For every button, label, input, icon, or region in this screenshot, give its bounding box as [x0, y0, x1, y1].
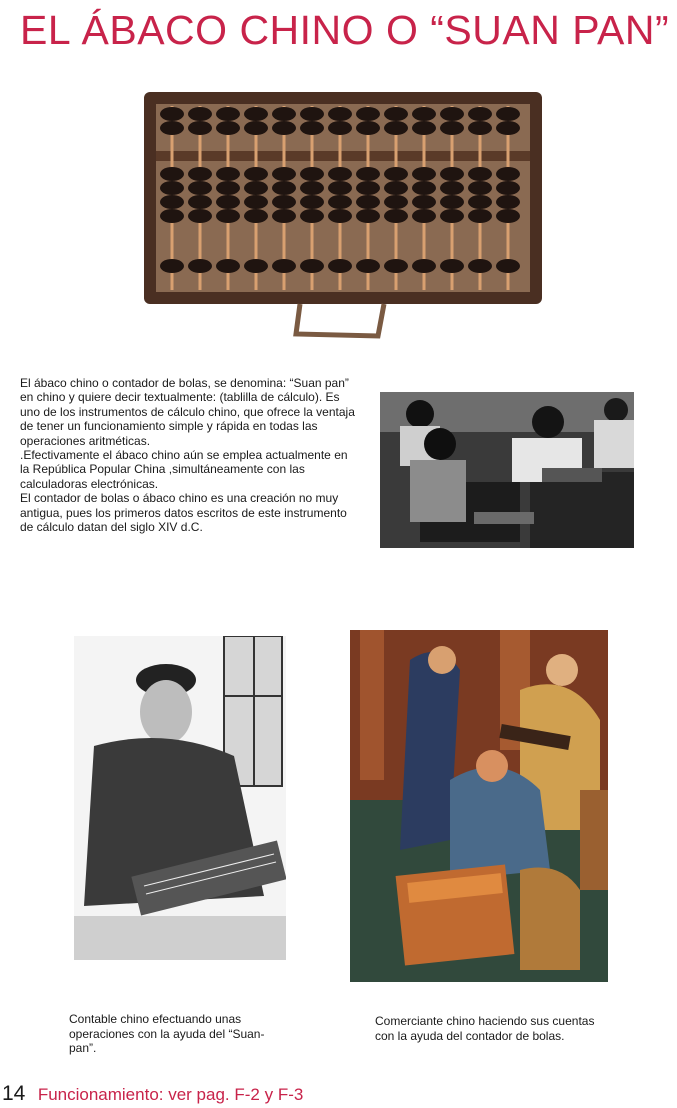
intro-paragraph-2: .Efectivamente el ábaco chino aún se emplea actualmente en la República Popular China ,simultáneamente con las calculadoras electrónicas. [20, 448, 348, 491]
intro-paragraph-1: El ábaco chino o contador de bolas, se denomina: “Suan pan” en chino y quiere decir textualmente: (tablilla de cálculo). Es uno de los instrumentos de cálculo chino, que ofrece la ventaja de tener un funcionamiento simple y rápida en todas las operaciones aritméticas. [20, 376, 355, 448]
caption-right: Comerciante chino haciendo sus cuentas con la ayuda del contador de bolas. [375, 1014, 595, 1043]
classroom-photo [380, 392, 634, 548]
page-footer [2, 1082, 303, 1106]
caption-left: Contable chino efectuando unas operaciones con la ayuda del “Suan-pan”. [69, 1012, 265, 1056]
footer-note[interactable]: Funcionamiento: ver pag. F-2 y F-3 [37, 1085, 304, 1104]
merchant-illustration [350, 630, 608, 982]
page-title: EL ÁBACO CHINO O “SUAN PAN” [20, 7, 670, 53]
abacus-photo [138, 88, 548, 350]
intro-text [20, 376, 360, 534]
page-number: 14 [2, 1082, 26, 1105]
intro-paragraph-3: El contador de bolas o ábaco chino es una creación no muy antigua, pues los primeros datos escritos de este instrumento de cálculo datan del siglo XIV d.C. [20, 491, 347, 535]
engraving-illustration [74, 636, 286, 960]
